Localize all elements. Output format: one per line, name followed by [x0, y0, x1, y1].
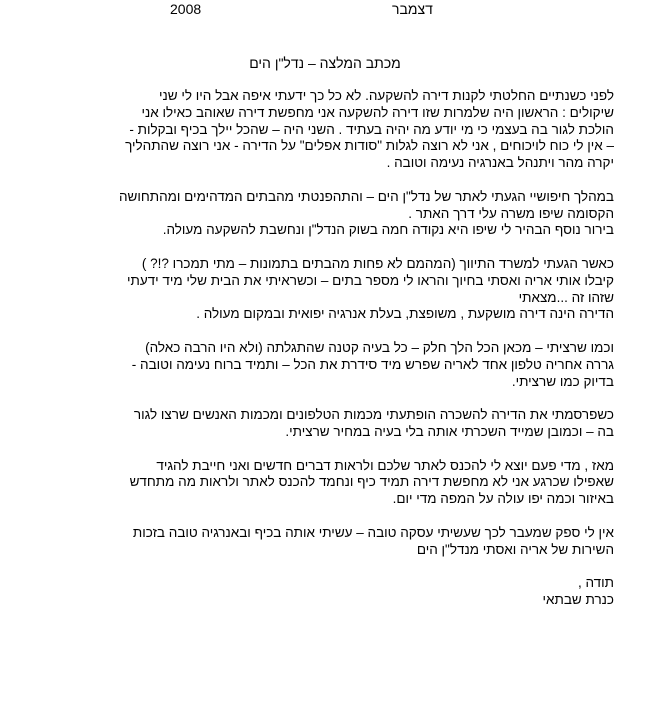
- text-line: גררה אחריה טלפון אחד לאריה שפרש מיד סידרת את הכל – ותמיד ברוח נעימה וטובה -: [131, 356, 614, 372]
- text-line: הולכת לגור בה בעצמי כי מי יודע מה יהיה בעתיד . השני היה – שהכל יילך בכיף ובקלות -: [129, 121, 614, 137]
- text-line: וכמו שרציתי – מכאן הכל הלך חלק – כל בעיה קטנה שהתגלתה (ולא היו הרבה כאלה): [145, 339, 614, 355]
- letter-closing: [38, 575, 614, 609]
- text-line: מאז , מדי פעם יוצא לי להכנס לאתר שלכם ולראות דברים חדשים ואני חייבת להגיד: [156, 457, 614, 473]
- text-line: שאפילו שכרגע אני לא מחפשת דירה תמיד כיף ונחמד להכנס לאתר ולראות מה מתחדש: [129, 474, 614, 490]
- letter-body: [38, 88, 614, 609]
- text-line: אין לי ספק שמעבר לכך שעשיתי עסקה טובה – עשיתי אותה בכיף ובאנרגיה טובה בזכות: [132, 524, 614, 540]
- text-line: בירור נוסף הבהיר לי שיפו היא נקודה חמה בשוק הנדל"ן ונחשבת להשקעה מעולה.: [162, 222, 614, 238]
- date-year: 2008: [170, 1, 202, 17]
- text-line: לפני כשנתיים החלטתי לקנות דירה להשקעה. לא כל כך ידעתי איפה אבל היו לי שני: [159, 88, 614, 103]
- text-line: יקרה מהר ויתנהל באנרגיה נעימה וטובה .: [386, 155, 614, 171]
- signature: כנרת שבתאי: [542, 591, 614, 607]
- paragraph-3: [38, 256, 614, 323]
- paragraph-6: [38, 458, 614, 508]
- paragraph-7: [38, 525, 614, 559]
- text-line: הקסומה שיפו משרה עלי דרך האתר .: [408, 205, 614, 221]
- letter-header: [0, 0, 650, 20]
- text-line: בדיוק כמו שרציתי.: [511, 373, 614, 389]
- text-line: שיקולים : הראשון היה שלמרות שזו דירה להשקעה אני מחפשת דירה שאוהב כאילו אני: [141, 104, 614, 120]
- text-line: באיזור וכמה יפו עולה על המפה מדי יום.: [392, 491, 614, 507]
- letter-title: מכתב המלצה – נדל"ן הים: [249, 55, 401, 71]
- closing-thanks: תודה ,: [578, 575, 614, 591]
- date-month: דצמבר: [392, 1, 433, 17]
- text-line: – אין לי כוח לויכוחים , אני לא רוצה לגלות "סודות אפלים" על הדירה - אני רוצה שהתהליך: [125, 138, 614, 154]
- paragraph-4: [38, 340, 614, 390]
- text-line: במהלך חיפושיי הגעתי לאתר של נדל"ן הים – והתהפנטתי מהבתים המדהימים ומהתחושה: [118, 188, 614, 204]
- paragraph-1: [38, 88, 614, 172]
- text-line: השירות של אריה ואסתי מנדל"ן הים: [416, 541, 614, 557]
- paragraph-5: [38, 407, 614, 441]
- text-line: בה – וכמובן שמייד השכרתי אותה בלי בעיה במחיר שרציתי.: [285, 423, 614, 439]
- text-line: כאשר הגעתי למשרד התיווך (המהמם לא פחות מהבתים בתמונות – מתי תמכרו ?!? ): [141, 255, 614, 271]
- text-line: כשפרסמתי את הדירה להשכרה הופתעתי מכמות הטלפונים ומכמות האנשים שרצו לגור: [133, 407, 614, 423]
- text-line: שזהו זה ...מצאתי: [518, 289, 614, 305]
- text-line: הדירה הינה דירה מושקעת , משופצת, בעלת אנרגיה יפואית ובמקום מעולה .: [196, 306, 614, 322]
- paragraph-2: [38, 189, 614, 239]
- text-line: קיבלו אותי אריה ואסתי בחיוך והראו לי מספר בתים – וכשראיתי את הבית שלי מיד ידעתי: [126, 272, 614, 288]
